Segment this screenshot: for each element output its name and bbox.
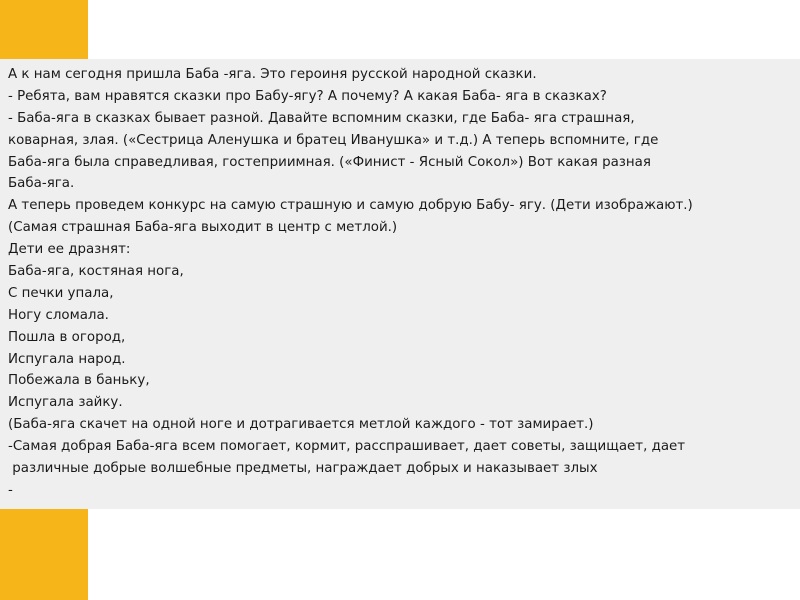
poem-line: Испугала зайку. — [8, 395, 123, 411]
poem-line: Ногу сломала. — [8, 307, 109, 323]
text-line: Дети ее дразнят: — [8, 242, 131, 258]
text-line: -Самая добрая Баба-яга всем помогает, кормит, расспрашивает, дает советы, защищает, дает — [8, 439, 686, 455]
text-line: Баба-яга была справедливая, гостеприимная. («Финист - Ясный Сокол») Вот какая разная — [8, 154, 651, 170]
text-line: А теперь проведем конкурс на самую страшную и самую добрую Бабу- ягу. (Дети изображают.) — [8, 198, 693, 214]
poem-line: С печки упала, — [8, 285, 114, 301]
text-line: Баба-яга. — [8, 176, 75, 192]
text-line: - Баба-яга в сказках бывает разной. Давайте вспомним сказки, где Баба- яга страшная, — [8, 110, 635, 126]
text-line: А к нам сегодня пришла Баба -яга. Это героиня русской народной сказки. — [8, 67, 537, 82]
poem-line: Баба-яга, костяная нога, — [8, 264, 184, 280]
text-line: (Самая страшная Баба-яга выходит в центр с метлой.) — [8, 220, 398, 236]
text-line: коварная, злая. («Сестрица Аленушка и братец Иванушка» и т.д.) А теперь вспомните, где — [8, 132, 659, 148]
poem-line: Побежала в баньку, — [8, 373, 150, 389]
slide-text — [8, 64, 794, 502]
text-line: - — [8, 482, 13, 498]
text-line: (Баба-яга скачет на одной ноге и дотрагивается метлой каждого - тот замирает.) — [8, 417, 594, 433]
text-line: - Ребята, вам нравятся сказки про Бабу-ягу? А почему? А какая Баба- яга в сказках? — [8, 88, 607, 104]
poem-line: Пошла в огород, — [8, 329, 126, 345]
poem-line: Испугала народ. — [8, 351, 126, 367]
text-line: различные добрые волшебные предметы, награждает добрых и наказывает злых — [8, 461, 598, 477]
